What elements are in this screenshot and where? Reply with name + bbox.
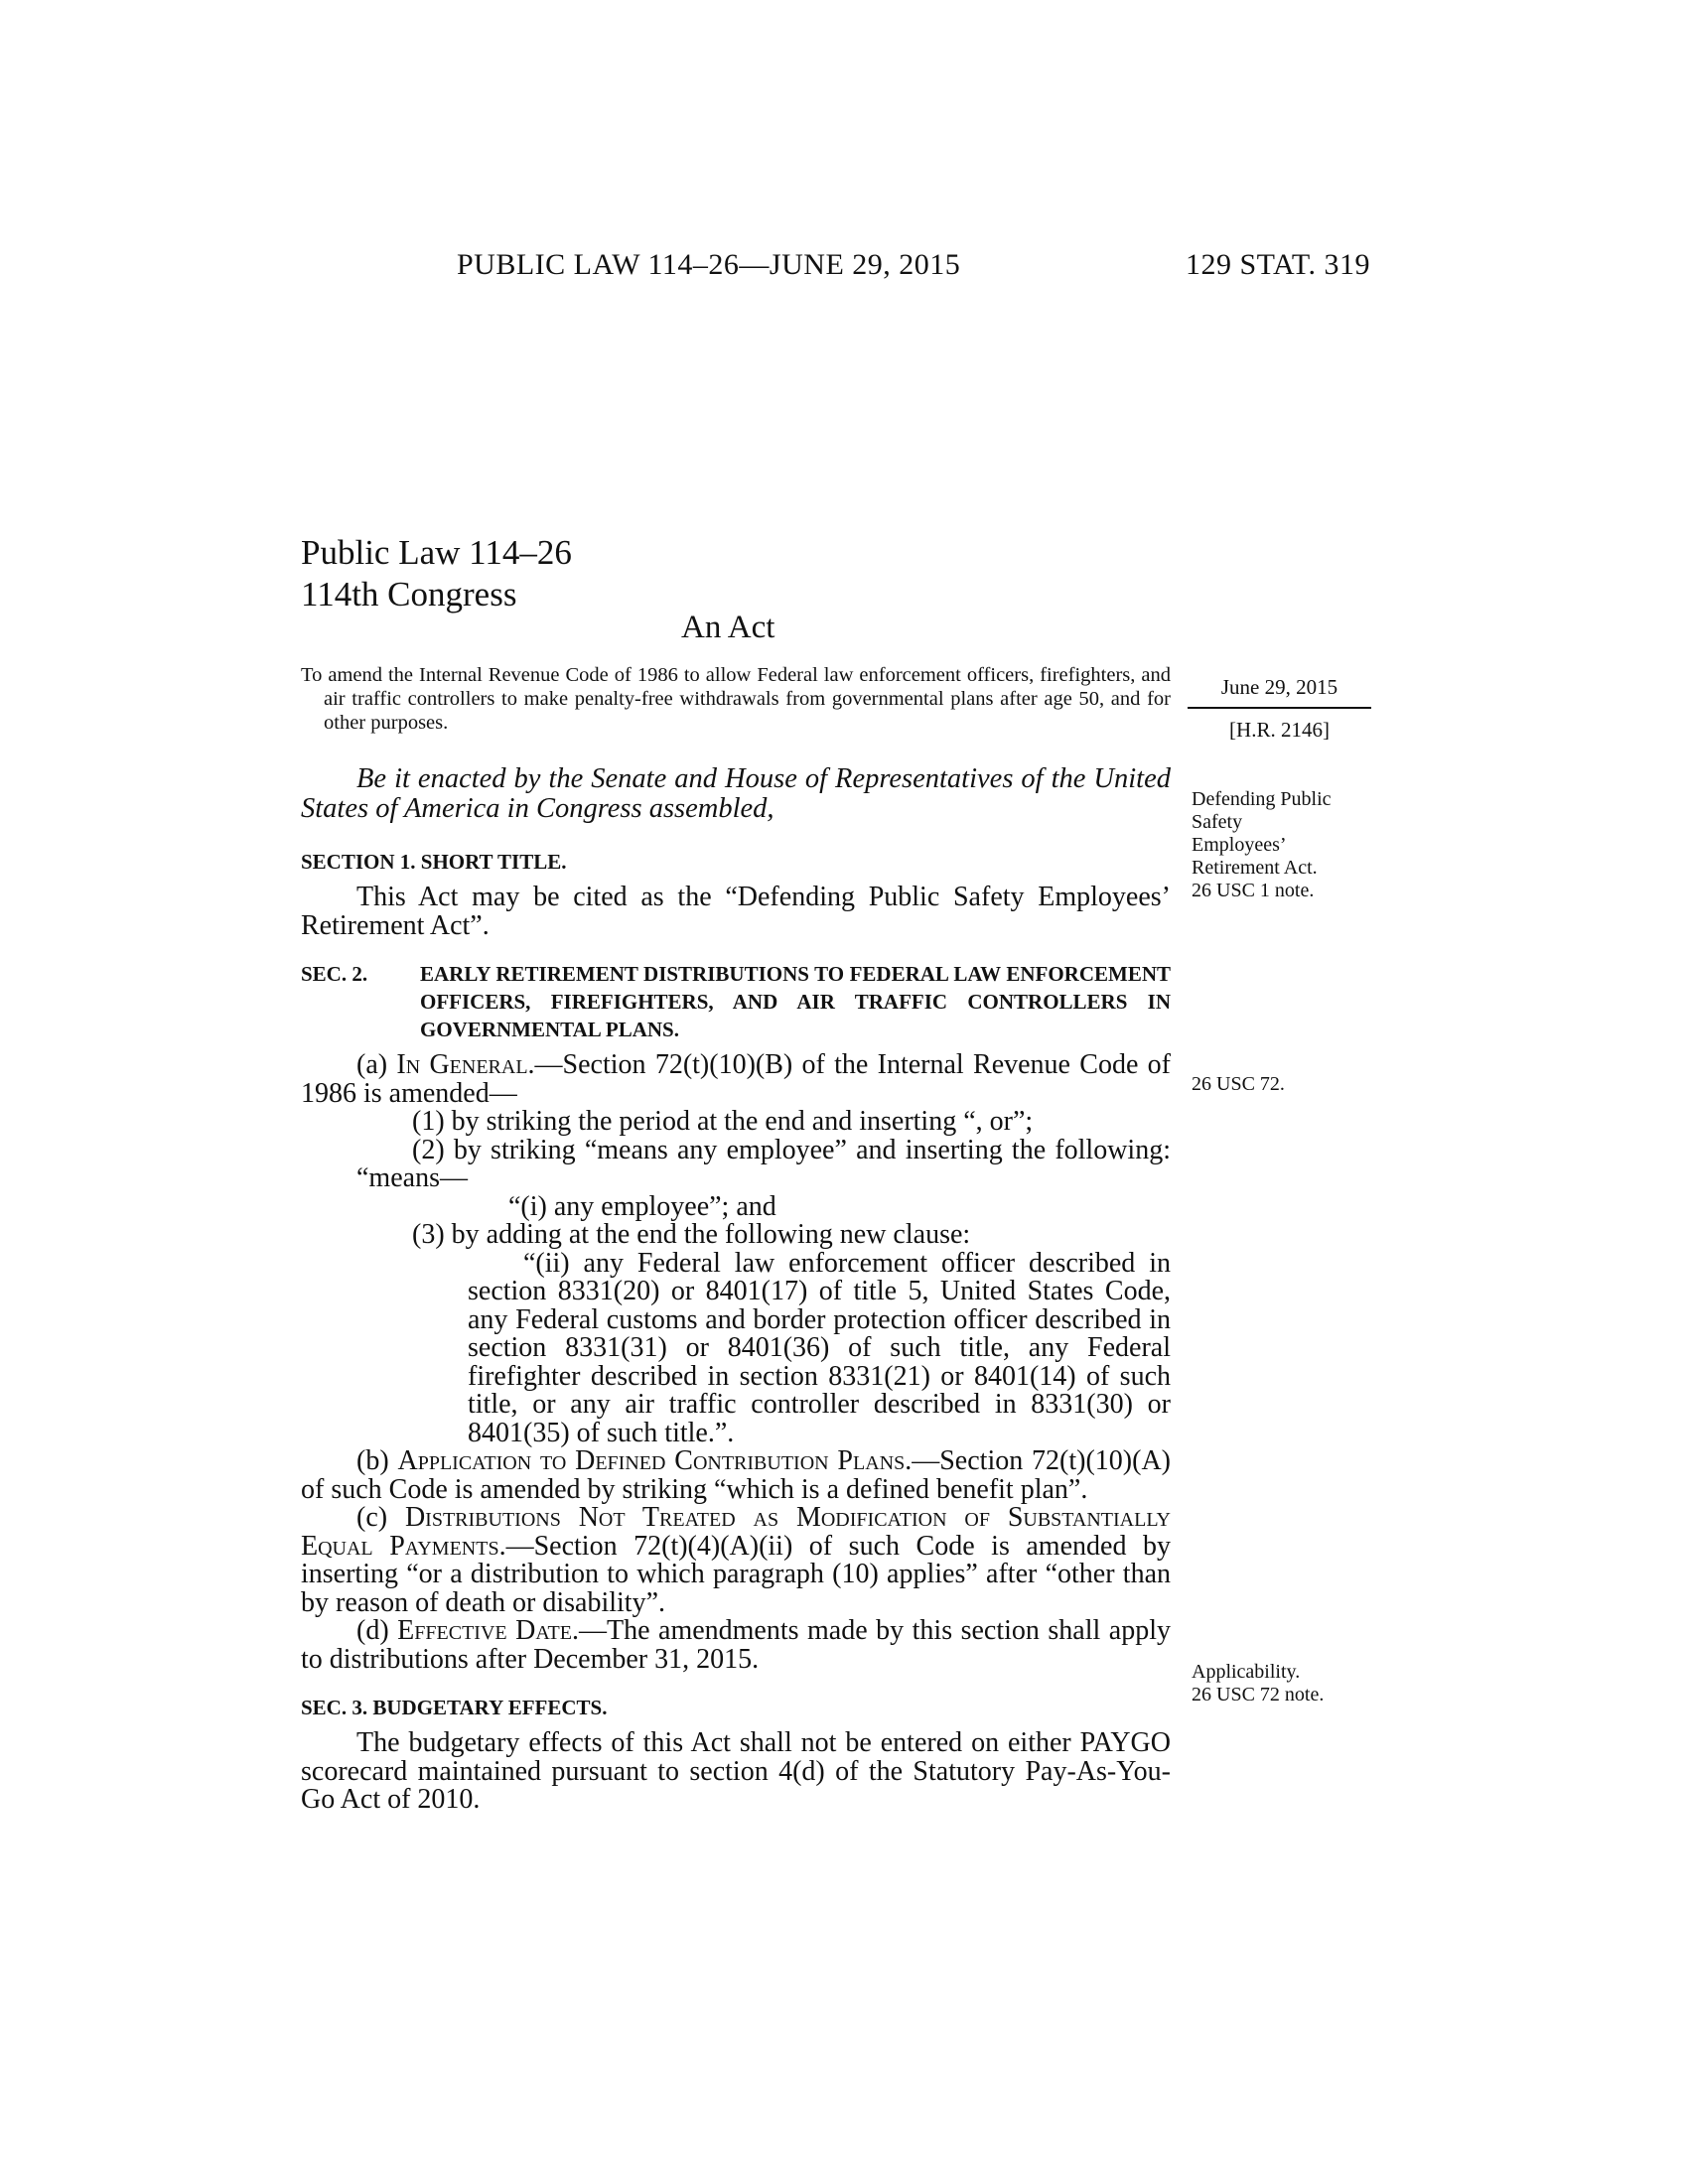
law-title: Public Law 114–26 <box>301 533 572 572</box>
purpose-statement: To amend the Internal Revenue Code of 1986 to allow Federal law enforcement officers, firefighters, and air traffic controllers to make penalty-free withdrawals from governmental plans after age 50, and for other purposes. <box>301 664 1171 734</box>
subsection-heading: Distributions Not Treated as Modification of Substantially Equal Payments <box>301 1502 1171 1562</box>
section-2-title: EARLY RETIREMENT DISTRIBUTIONS TO FEDERAL LAW ENFORCEMENT OFFICERS, FIREFIGHTERS, AND AIR TRAFFIC CONTROLLERS IN GOVERNMENTAL PLANS. <box>420 962 1171 1041</box>
paragraph-1: (1) by striking the period at the end and inserting “, or”; <box>412 1106 1034 1137</box>
paragraph-2: (2) by striking “means any employee” and inserting the following: “means— <box>356 1134 1171 1193</box>
margin-note-line: Employees’ <box>1192 834 1287 856</box>
act-heading: An Act <box>681 610 775 645</box>
bill-number: [H.R. 2146] <box>1229 718 1330 742</box>
section-2-label: SEC. 2. <box>301 962 368 986</box>
subsection-label: (c) <box>356 1502 405 1533</box>
subsection-b <box>301 1447 1171 1504</box>
usc-citation: 26 USC 72 note. <box>1192 1684 1325 1706</box>
subsection-text: .—Section 72(t)(10)(B) of the Internal Revenue Code of 1986 is amended— <box>301 1049 1171 1109</box>
section-3-text: The budgetary effects of this Act shall not be entered on either PAYGO scorecard maintained pursuant to section 4(d) of the Statutory Pay-As-You-Go Act of 2010. <box>301 1727 1171 1815</box>
running-head-title: PUBLIC LAW 114–26—JUNE 29, 2015 <box>457 248 961 281</box>
subsection-label: (d) <box>356 1615 398 1646</box>
enacting-clause: Be it enacted by the Senate and House of Representatives of the United States of America in Congress assembled, <box>301 763 1171 824</box>
subsection-heading: Application to Defined Contribution Plans <box>397 1445 906 1476</box>
subsection-d <box>301 1617 1171 1674</box>
margin-note-line: Applicability. <box>1192 1661 1301 1683</box>
paragraph-3: (3) by adding at the end the following new clause: <box>412 1219 971 1250</box>
short-title-margin-note <box>1192 788 1370 902</box>
applicability-margin-note <box>1192 1661 1370 1706</box>
clause-i: “(i) any employee”; and <box>508 1190 776 1222</box>
subsection-heading: Effective Date <box>397 1615 572 1646</box>
subsection-text: .—The amendments made by this section shall apply to distributions after December 31, 2015. <box>301 1615 1171 1675</box>
subsection-heading: In General <box>396 1049 528 1080</box>
section-1-text: This Act may be cited as the “Defending Public Safety Employees’ Retirement Act”. <box>301 882 1171 941</box>
margin-note-line: Retirement Act. <box>1192 857 1318 879</box>
enactment-date: June 29, 2015 <box>1220 675 1338 699</box>
sec2-margin-note <box>1192 1073 1370 1096</box>
section-3-heading: SEC. 3. BUDGETARY EFFECTS. <box>301 1696 608 1719</box>
subsection-label: (a) <box>356 1049 397 1080</box>
subsection-a <box>301 1051 1171 1108</box>
margin-note-line: Safety <box>1192 811 1243 833</box>
margin-note-line: Defending Public <box>1192 788 1332 810</box>
subsection-text: .—Section 72(t)(4)(A)(ii) of such Code is amended by inserting “or a distribution to which paragraph (10) applies” after “other than by reason of death or disability”. <box>301 1530 1171 1618</box>
page-citation: 129 STAT. 319 <box>1185 248 1370 281</box>
usc-citation: 26 USC 1 note. <box>1192 880 1315 901</box>
usc-citation: 26 USC 72. <box>1192 1073 1285 1095</box>
congress-number: 114th Congress <box>301 575 517 614</box>
section-2-heading <box>301 960 1171 1043</box>
date-rule <box>1188 707 1371 709</box>
law-identification <box>301 532 572 615</box>
section-1-heading: SECTION 1. SHORT TITLE. <box>301 850 567 874</box>
law-body <box>301 663 1171 1815</box>
subsection-text: .—Section 72(t)(10)(A) of such Code is amended by striking “which is a defined benefit plan”. <box>301 1445 1171 1505</box>
subsection-c <box>301 1504 1171 1617</box>
subsection-label: (b) <box>356 1445 398 1476</box>
enactment-date-note <box>1188 675 1371 743</box>
clause-ii: “(ii) any Federal law enforcement officer described in section 8331(20) or 8401(17) of title 5, United States Code, any Federal customs and border protection officer described in section 8331(31) or 8401(36) of such title, any Federal firefighter described in section 8331(21) or 8401(14) of such title, or any air traffic controller described in 8331(30) or 8401(35) of such title.”. <box>468 1247 1171 1448</box>
